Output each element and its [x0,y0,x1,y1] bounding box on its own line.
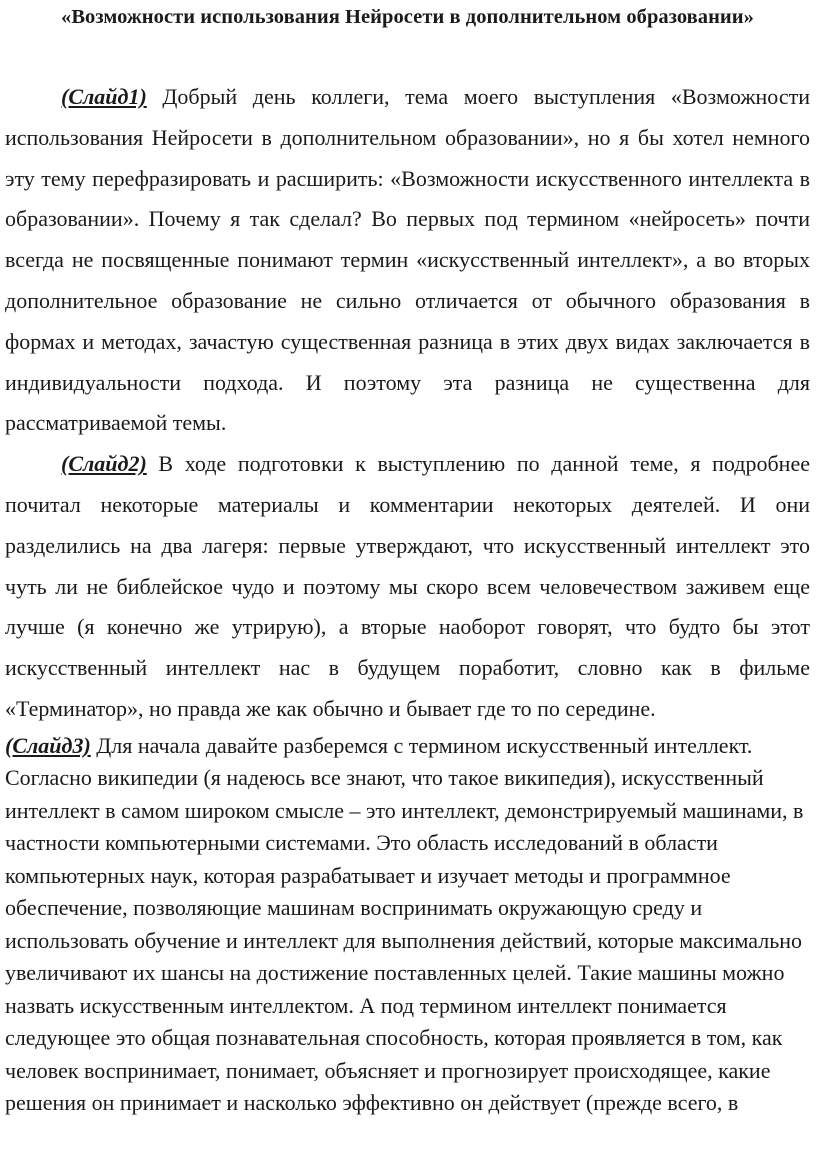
paragraph-slide-3 [5,730,810,1120]
paragraph-slide-1 [5,77,810,444]
paragraph-text-1: Добрый день коллеги, тема моего выступления «Возможности использования Нейросети в дополнительном образовании», но я бы хотел немного эту тему перефразировать и расширить: «Возможности искусственного интеллекта в образовании». Почему я так сделал? Во первых под термином «нейросеть» почти всегда не посвященные понимают термин «искусственный интеллект», а во вторых дополнительное образование не сильно отличается от обычного образования в формах и методах, зачастую существенная разница в этих двух видах заключается в индивидуальности подхода. И поэтому эта разница не существенна для рассматриваемой темы. [5,84,810,436]
paragraph-text-3: Для начала давайте разберемся с термином искусственный интеллект. Согласно википедии (я надеюсь все знают, что такое википедия), искусственный интеллект в самом широком смысле – это интеллект, демонстрируемый машинами, в частности компьютерными системами. Это область исследований в области компьютерных наук, которая разрабатывает и изучает методы и программное обеспечение, позволяющие машинам воспринимать окружающую среду и использовать обучение и интеллект для выполнения действий, которые максимально увеличивают их шансы на достижение поставленных целей. Такие машины можно назвать искусственным интеллектом. А под термином интеллект понимается следующее это общая познавательная способность, которая проявляется в том, как человек воспринимает, понимает, объясняет и прогнозирует происходящее, какие решения он принимает и насколько эффективно он действует (прежде всего, в [5,732,804,1116]
slide-label-2: (Слайд2) [61,451,147,477]
slide-label-3: (Слайд3) [5,732,91,758]
slide-label-1: (Слайд1) [61,84,147,109]
paragraph-slide-2 [5,444,810,730]
document-title: «Возможности использования Нейросети в дополнительном образовании» [61,6,754,28]
paragraph-text-2: В ходе подготовки к выступлению по данной теме, я подробнее почитал некоторые материалы и комментарии некоторых деятелей. И они разделились на два лагеря: первые утверждают, что искусственный интеллект это чуть ли не библейское чудо и поэтому мы скоро всем человечеством заживем еще лучше (я конечно же утрирую), а вторые наоборот говорят, что будто бы этот искусственный интеллект нас в будущем поработит, словно как в фильме «Терминатор», но правда же как обычно и бывает где то по середине. [5,451,810,721]
